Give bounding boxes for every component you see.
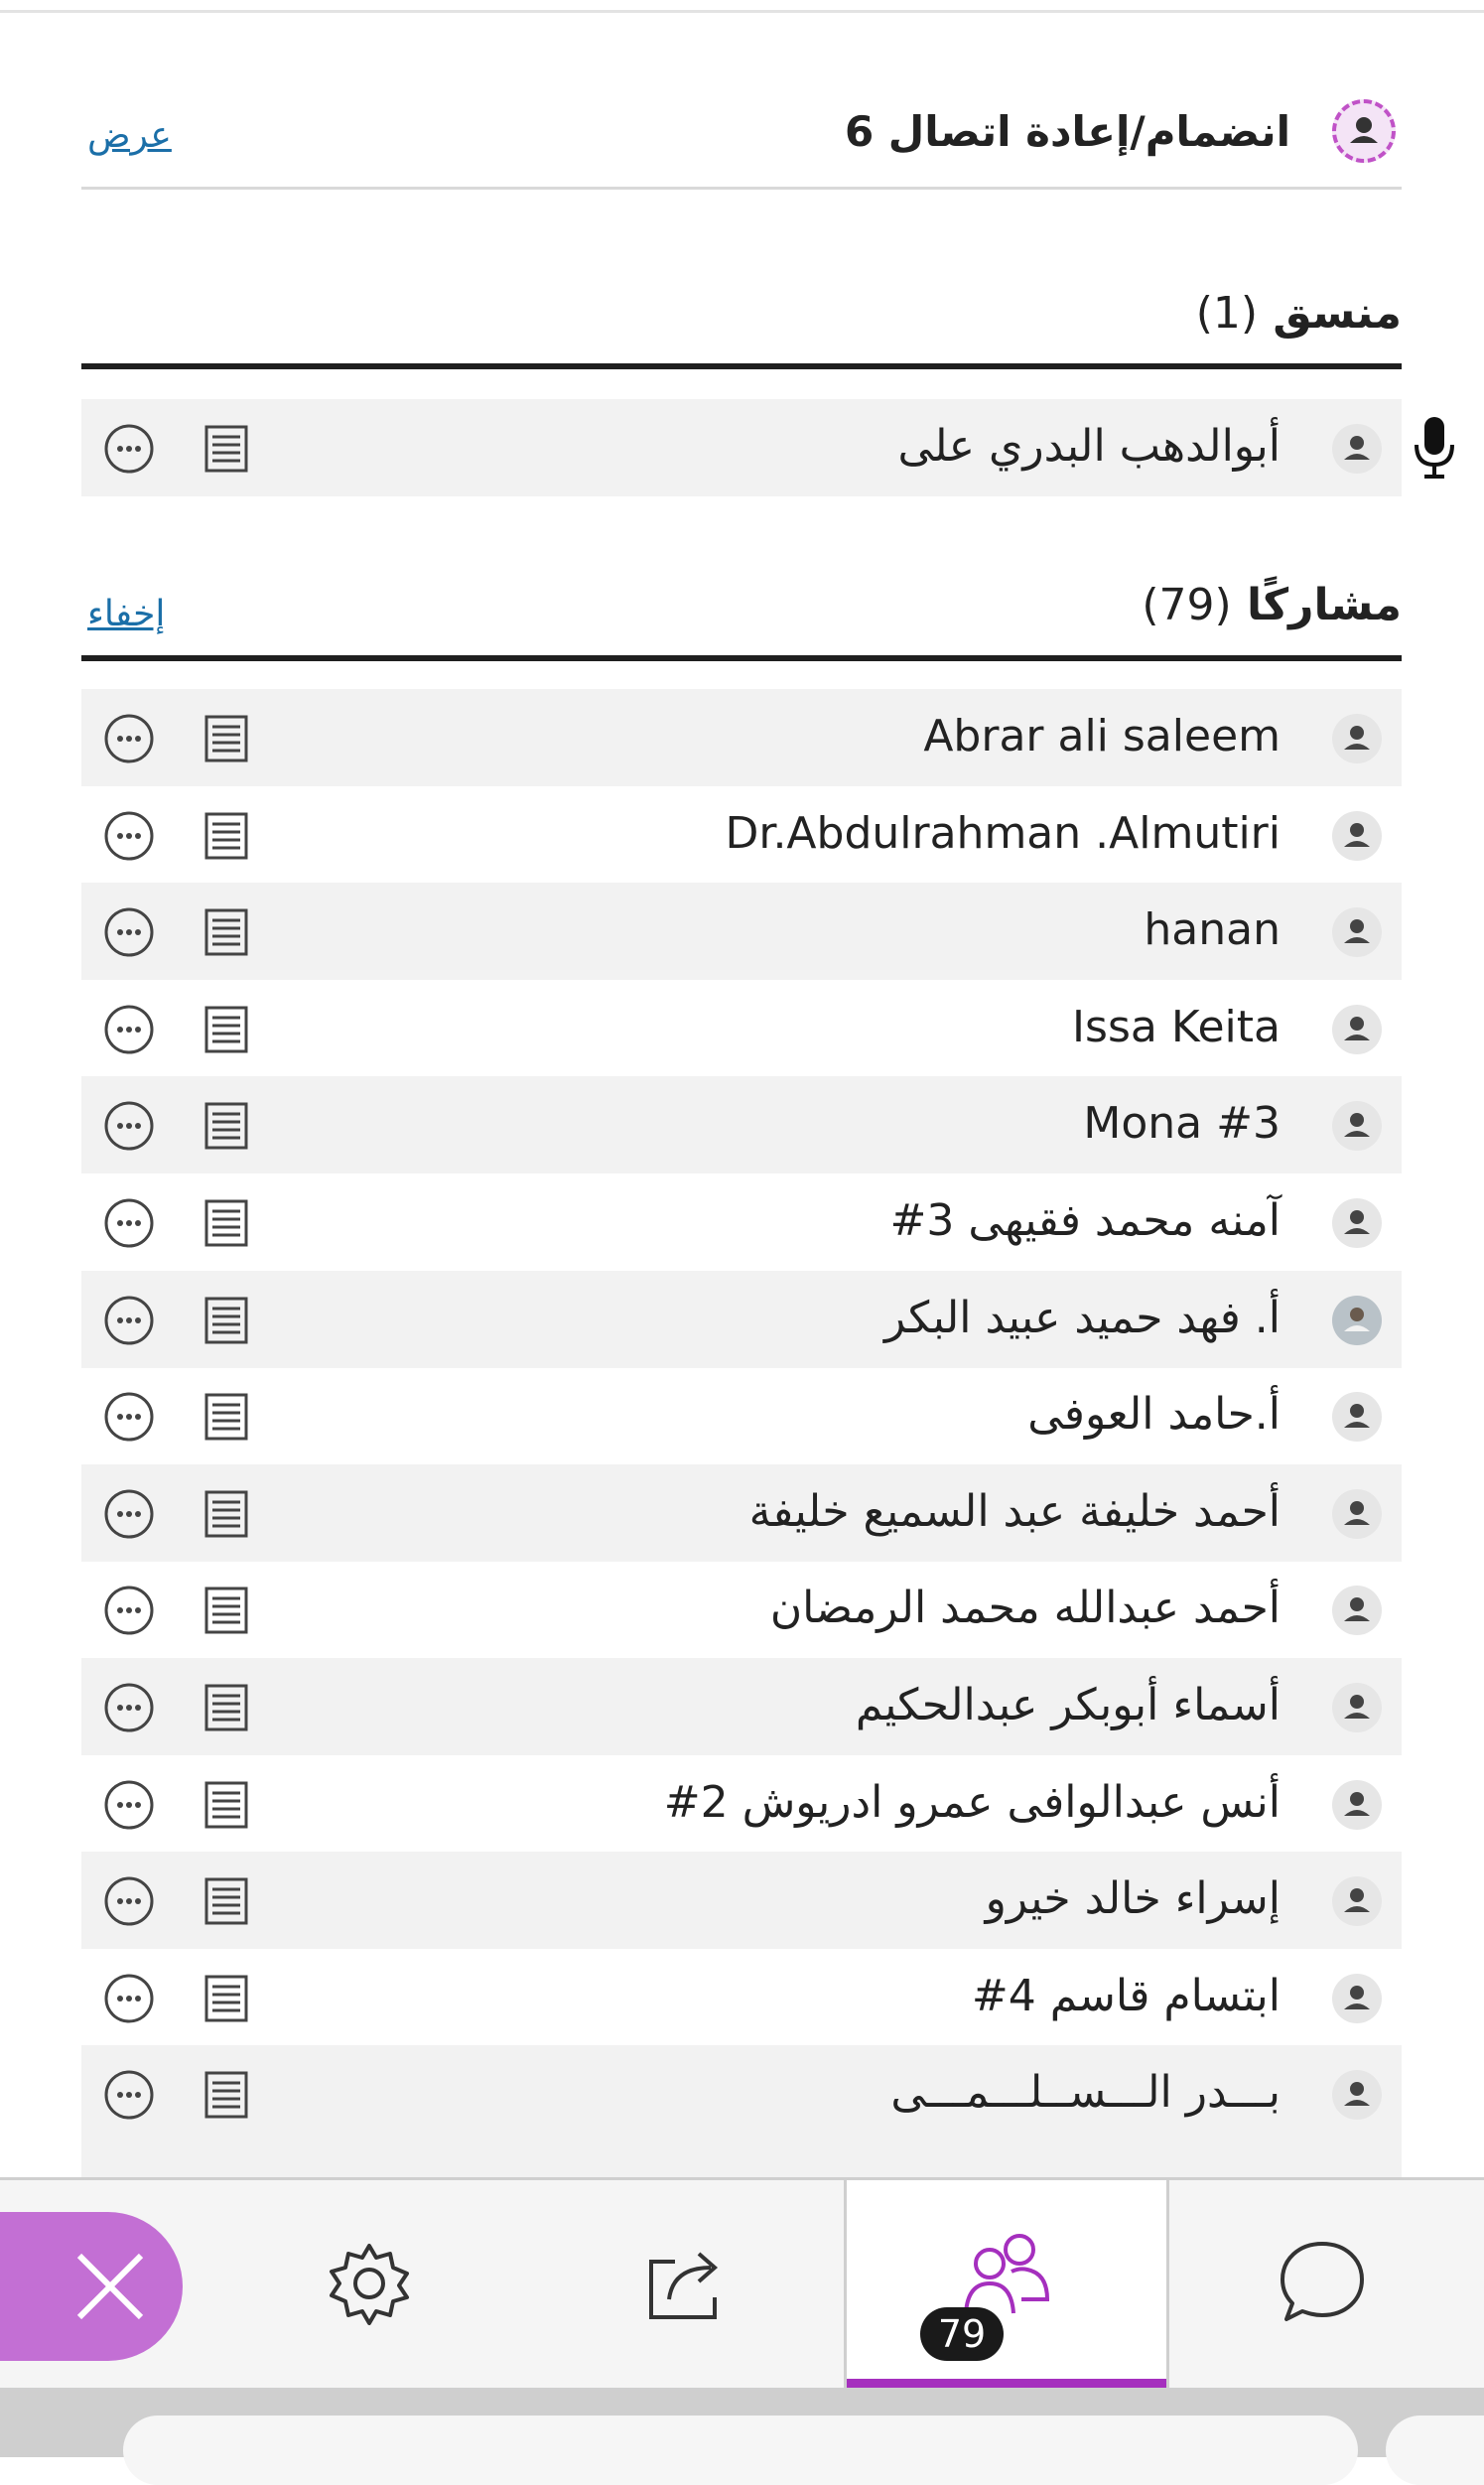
participant-row[interactable] [81,883,1402,980]
notes-list-icon[interactable] [201,1004,252,1055]
participant-name: أ.حامد العوفى [1027,1389,1281,1440]
participant-name: آمنه محمد فقيهى 3# [889,1195,1281,1246]
more-options-icon[interactable] [103,2069,155,2121]
participant-name: ابتسام قاسم 4# [971,1971,1281,2021]
participant-row[interactable] [81,1367,1402,1464]
participant-name: Dr.Abdulrahman .Almutiri [725,808,1281,859]
moderator-section-title [1196,288,1402,339]
participant-row[interactable] [81,1464,1402,1562]
notes-list-icon[interactable] [201,1585,252,1636]
notes-list-icon[interactable] [201,2069,252,2121]
participants-count: (79) [1142,580,1232,630]
more-options-icon[interactable] [103,1100,155,1152]
bottom-navigation [0,2177,1484,2391]
participant-name: أسماء أبوبكر عبدالحكيم [855,1680,1281,1730]
participant-name: إسراء خالد خيرو [985,1873,1281,1924]
user-icon [1332,1101,1382,1151]
more-options-icon[interactable] [103,423,155,475]
user-icon [1332,1780,1382,1830]
participant-row[interactable] [81,1658,1402,1755]
chat-button[interactable] [1231,2180,1429,2391]
user-icon [1332,811,1382,861]
participant-row[interactable] [81,1173,1402,1271]
participant-name: أحمد عبدالله محمد الرمضان [769,1583,1281,1633]
close-icon [66,2242,155,2331]
participant-row[interactable] [81,1852,1402,1949]
participant-row[interactable] [81,1949,1402,2046]
participant-row[interactable] [81,980,1402,1077]
more-options-icon[interactable] [103,1295,155,1346]
system-strip [0,2388,1484,2457]
join-reconnect-title: انضمام/إعادة اتصال 6 [844,107,1290,156]
gear-icon [324,2238,415,2329]
tab-participants[interactable] [844,2180,1169,2391]
notes-list-icon[interactable] [201,1779,252,1831]
user-icon [1332,1005,1382,1054]
moderator-title: منسق [1273,288,1402,339]
participants-section-header [81,580,1402,661]
user-icon [1332,1392,1382,1442]
more-options-icon[interactable] [103,1391,155,1443]
avatar [1332,1296,1382,1345]
share-button[interactable] [586,2180,784,2391]
participant-row[interactable] [81,2045,1402,2142]
participant-name: Abrar ali saleem [923,711,1281,761]
participant-name: بـــدر الـــســلـــمـــى [890,2067,1281,2118]
partial-list-row [81,2135,1402,2178]
notes-list-icon[interactable] [201,713,252,764]
participants-icon [956,2222,1055,2321]
user-icon [1332,424,1382,474]
participant-row[interactable] [81,786,1402,884]
participants-section-title [1142,580,1402,630]
notes-list-icon[interactable] [201,423,252,475]
more-options-icon[interactable] [103,1197,155,1249]
close-button[interactable] [0,2212,183,2361]
system-field [123,2416,1358,2485]
notes-list-icon[interactable] [201,1100,252,1152]
more-options-icon[interactable] [103,713,155,764]
participant-name: hanan [1144,904,1281,955]
notes-list-icon[interactable] [201,1488,252,1540]
moderator-name: أبوالدهب البدري على [897,421,1281,472]
user-icon [1332,1198,1382,1248]
user-icon [1332,1974,1382,2023]
moderator-row[interactable] [81,399,1402,496]
participants-badge: 79 [920,2307,1004,2361]
notes-list-icon[interactable] [201,1682,252,1733]
microphone-icon [1413,417,1456,481]
moderator-section-header [81,288,1402,369]
view-link[interactable]: عرض [87,115,172,156]
user-dashed-circle-icon [1332,99,1396,163]
participant-row[interactable] [81,1076,1402,1173]
chat-icon [1275,2234,1370,2329]
top-divider [0,0,1484,13]
user-icon [1332,1489,1382,1539]
more-options-icon[interactable] [103,1004,155,1055]
participant-row[interactable] [81,1755,1402,1853]
participant-row[interactable] [81,1271,1402,1368]
more-options-icon[interactable] [103,810,155,862]
notes-list-icon[interactable] [201,906,252,958]
more-options-icon[interactable] [103,1973,155,2024]
participant-name: أحمد خليفة عبد السميع خليفة [748,1486,1281,1537]
user-icon [1332,1876,1382,1926]
more-options-icon[interactable] [103,1488,155,1540]
more-options-icon[interactable] [103,1779,155,1831]
notes-list-icon[interactable] [201,1295,252,1346]
share-icon [639,2238,731,2329]
settings-button[interactable] [268,2180,467,2391]
notes-list-icon[interactable] [201,810,252,862]
notes-list-icon[interactable] [201,1391,252,1443]
hide-link[interactable]: إخفاء [87,594,166,634]
participant-name: Issa Keita [1072,1002,1281,1052]
notes-list-icon[interactable] [201,1875,252,1927]
participants-title: مشاركًا [1247,580,1402,630]
user-icon [1332,2070,1382,2120]
more-options-icon[interactable] [103,1682,155,1733]
user-icon [1332,907,1382,957]
moderator-count: (1) [1195,288,1259,339]
system-field-partial [1386,2416,1484,2485]
participant-name: أنس عبدالوافى عمرو ادريوش 2# [663,1777,1281,1828]
more-options-icon[interactable] [103,1585,155,1636]
participant-row[interactable] [81,689,1402,786]
join-reconnect-row [81,89,1402,190]
participant-name: أ. فهد حميد عبيد البكر [884,1293,1281,1343]
more-options-icon[interactable] [103,906,155,958]
participant-row[interactable] [81,1561,1402,1658]
notes-list-icon[interactable] [201,1973,252,2024]
notes-list-icon[interactable] [201,1197,252,1249]
user-icon [1332,1683,1382,1732]
user-icon [1332,714,1382,763]
more-options-icon[interactable] [103,1875,155,1927]
participant-name: Mona #3 [1083,1098,1281,1149]
user-icon [1332,1586,1382,1635]
